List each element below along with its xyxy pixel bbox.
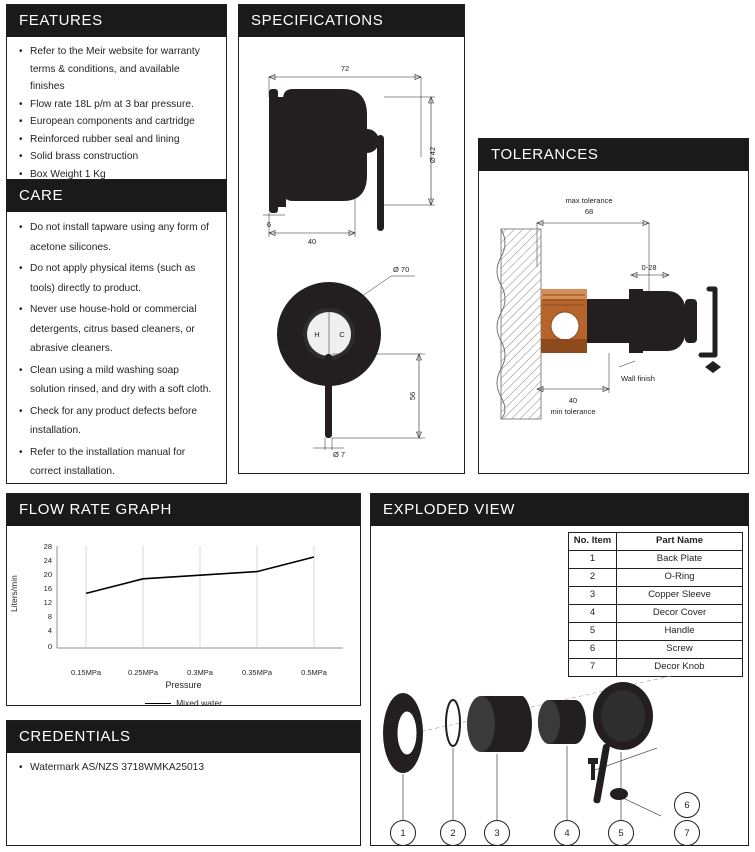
lever-length-label: 56 [408, 391, 417, 401]
svg-text:20: 20 [43, 570, 52, 579]
list-item: • Flow rate 18L p/m at 3 bar pressure. [19, 96, 216, 114]
features-panel [6, 4, 227, 192]
flow-rate-chart [7, 526, 360, 712]
list-item: • Check for any product defects before installation. [19, 402, 216, 441]
tolerances-drawing [479, 171, 748, 471]
max-tolerance-value: 68 [584, 207, 594, 216]
width-top-label: 72 [340, 64, 350, 73]
cell-part-name: Decor Knob [617, 659, 743, 677]
svg-text:8: 8 [47, 612, 52, 621]
svg-text:4: 4 [47, 626, 52, 635]
list-item: • Solid brass construction [19, 148, 216, 166]
features-title: FEATURES [7, 5, 226, 37]
list-item: • Reinforced rubber seal and lining [19, 131, 216, 149]
wall-section-drawing [479, 171, 748, 471]
depth-small-label: 6 [266, 220, 272, 229]
cell-no: 1 [569, 551, 617, 569]
credentials-body [7, 753, 360, 785]
svg-text:24: 24 [43, 556, 52, 565]
care-list [19, 218, 216, 482]
features-list [19, 43, 216, 183]
side-view-drawing [239, 37, 464, 252]
cell-no: 5 [569, 623, 617, 641]
flow-rate-title: FLOW RATE GRAPH [7, 494, 360, 526]
list-item: • European components and cartridge [19, 113, 216, 131]
list-item: • Box Weight 1 Kg [19, 166, 216, 184]
list-item: • Refer to the installation manual for correct installation. [19, 443, 216, 482]
balloon-5: 5 [608, 820, 634, 846]
wall-finish-label: Wall finish [621, 374, 655, 383]
cell-no: 3 [569, 587, 617, 605]
cell-part-name: Decor Cover [617, 605, 743, 623]
exploded-view-panel [370, 493, 749, 846]
cell-no: 7 [569, 659, 617, 677]
list-item: • Clean using a mild washing soap solution rinsed, and dry with a soft cloth. [19, 361, 216, 400]
cell-no: 6 [569, 641, 617, 659]
part-back-plate [383, 693, 423, 773]
svg-text:0.35MPa: 0.35MPa [241, 668, 273, 677]
min-tolerance-label: min tolerance [550, 407, 596, 416]
list-item: • Do not apply physical items (such as tools) directly to product. [19, 259, 216, 298]
tolerances-title: TOLERANCES [479, 139, 748, 171]
tolerances-panel [478, 138, 749, 474]
exploded-view-body [371, 526, 748, 846]
svg-text:0: 0 [47, 642, 52, 651]
credentials-list [19, 759, 350, 777]
lever-diameter-label: Ø 7 [332, 450, 346, 459]
svg-text:0.25MPa: 0.25MPa [127, 668, 159, 677]
specifications-drawings [239, 37, 464, 472]
part-decor-cover [538, 700, 586, 744]
balloon-3: 3 [484, 820, 510, 846]
flow-rate-panel [6, 493, 361, 706]
balloon-1: 1 [390, 820, 416, 846]
cell-part-name: O-Ring [617, 569, 743, 587]
cold-label: C [339, 330, 345, 339]
min-tolerance-value: 40 [568, 396, 578, 405]
list-item: • Do not install tapware using any form of acetone silicones. [19, 218, 216, 257]
plate-diameter-label: Ø 70 [393, 265, 410, 274]
care-panel [6, 179, 227, 484]
specifications-title: SPECIFICATIONS [239, 5, 464, 37]
exploded-view-title: EXPLODED VIEW [371, 494, 748, 526]
column-header-no: No. Item [569, 533, 617, 551]
part-decor-knob [610, 788, 661, 816]
cell-part-name: Screw [617, 641, 743, 659]
care-body [7, 212, 226, 492]
svg-text:28: 28 [43, 542, 52, 551]
diameter-side-label: Ø 42 [428, 146, 437, 164]
balloon-7: 7 [674, 820, 700, 846]
y-axis-title: Liters/min [9, 575, 19, 612]
range-label: 0-28 [641, 263, 657, 272]
specifications-panel [238, 4, 465, 474]
cell-part-name: Copper Sleeve [617, 587, 743, 605]
legend-label: Mixed water [176, 698, 222, 708]
part-o-ring [446, 700, 460, 746]
cell-part-name: Handle [617, 623, 743, 641]
column-header-part-name: Part Name [617, 533, 743, 551]
svg-text:0.3MPa: 0.3MPa [187, 668, 213, 677]
care-title: CARE [7, 180, 226, 212]
credentials-title: CREDENTIALS [7, 721, 360, 753]
cell-no: 4 [569, 605, 617, 623]
features-body [7, 37, 226, 191]
front-view-drawing [239, 244, 464, 462]
depth-label: 40 [307, 237, 317, 246]
max-tolerance-label: max tolerance [565, 196, 613, 205]
cell-part-name: Back Plate [617, 551, 743, 569]
credentials-panel [6, 720, 361, 846]
balloon-6: 6 [674, 792, 700, 818]
legend-swatch [145, 703, 171, 704]
flow-rate-plot [13, 536, 353, 668]
balloon-2: 2 [440, 820, 466, 846]
svg-text:0.5MPa: 0.5MPa [301, 668, 327, 677]
svg-text:12: 12 [43, 598, 52, 607]
x-axis-title: Pressure [165, 680, 202, 690]
list-item: • Watermark AS/NZS 3718WMKA25013 [19, 759, 350, 777]
list-item: • Never use house-hold or commercial detergents, citrus based cleaners, or abrasive cleaners. [19, 300, 216, 359]
chart-legend [13, 698, 354, 708]
svg-text:0.15MPa: 0.15MPa [70, 668, 102, 677]
hot-label: H [314, 330, 320, 339]
balloon-4: 4 [554, 820, 580, 846]
part-copper-sleeve [467, 696, 532, 752]
list-item: • Refer to the Meir website for warranty terms & conditions, and available finishes [19, 43, 216, 96]
cell-no: 2 [569, 569, 617, 587]
svg-text:16: 16 [43, 584, 52, 593]
part-handle [593, 682, 653, 804]
